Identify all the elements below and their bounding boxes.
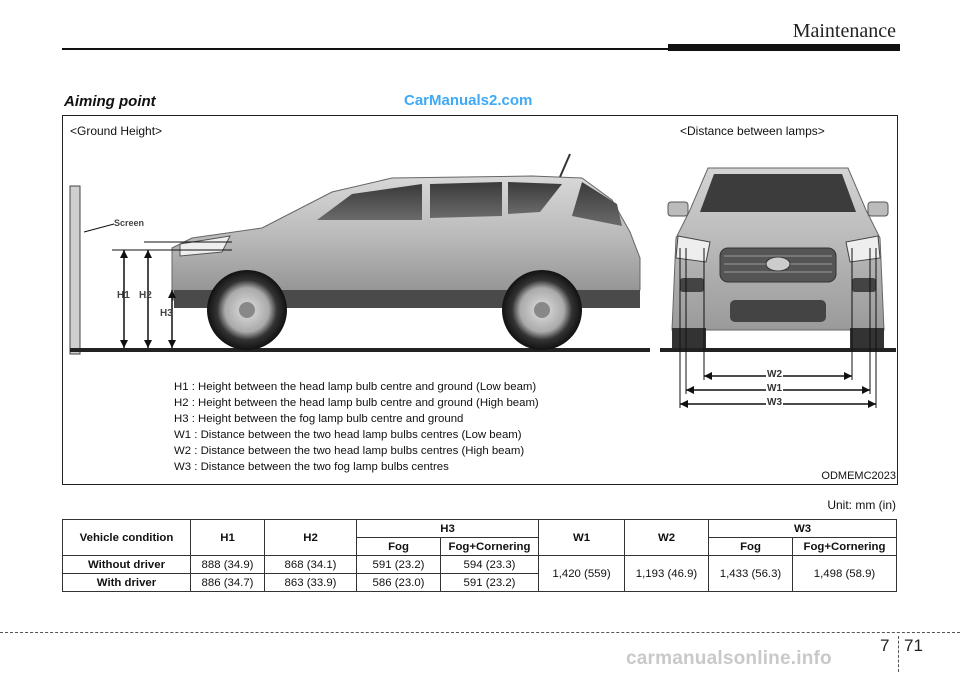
watermark-top[interactable]: CarManuals2.com: [404, 92, 533, 109]
unit-label: Unit: mm (in): [827, 498, 896, 512]
legend-w3: W3 : Distance between the two fog lamp bulbs centres: [174, 461, 449, 473]
page-separator: [898, 636, 900, 672]
header-w3-fog: Fog: [709, 538, 793, 556]
chapter-number: 7: [880, 636, 890, 655]
h1-label: H1: [117, 290, 130, 301]
legend-h3: H3 : Height between the fog lamp bulb centre and ground: [174, 413, 464, 425]
ground-line: [70, 348, 650, 352]
legend: [174, 379, 539, 475]
w3-label: W3: [767, 397, 782, 408]
header-vehicle-condition: Vehicle condition: [63, 520, 191, 556]
header-w3: W3: [709, 520, 897, 538]
footer-divider: [0, 632, 960, 633]
w2-label: W2: [767, 369, 782, 380]
cell-h3-fog: 586 (23.0): [357, 574, 441, 592]
cell-h2: 868 (34.1): [265, 556, 357, 574]
header-h3-fog: Fog: [357, 538, 441, 556]
screen-wall: [70, 186, 80, 354]
header-h2: H2: [265, 520, 357, 556]
cell-w1: 1,420 (559): [539, 556, 625, 592]
page-number: 71: [904, 636, 923, 655]
header-rule-thin: [62, 48, 668, 50]
header-h3-fog-cornering: Fog+Cornering: [441, 538, 539, 556]
header-w2: W2: [625, 520, 709, 556]
side-view-illustration: [62, 140, 662, 380]
w1-label: W1: [767, 383, 782, 394]
aiming-spec-table: [62, 519, 897, 592]
header-w1: W1: [539, 520, 625, 556]
cell-w3-fog-cornering: 1,498 (58.9): [793, 556, 897, 592]
h3-label: H3: [160, 308, 173, 319]
screen-label: Screen: [114, 218, 145, 228]
header-h3: H3: [357, 520, 539, 538]
figure-code: ODMEMC2023: [821, 470, 896, 482]
cell-h3-fog-cornering: 591 (23.2): [441, 574, 539, 592]
footer-watermark[interactable]: carmanualsonline.info: [626, 648, 832, 669]
legend-w2: W2 : Distance between the two head lamp bulbs centres (High beam): [174, 445, 525, 457]
cell-h3-fog: 591 (23.2): [357, 556, 441, 574]
table-row: [63, 556, 897, 574]
cell-w2: 1,193 (46.9): [625, 556, 709, 592]
header-title: Maintenance: [792, 20, 896, 42]
cell-h3-fog-cornering: 594 (23.3): [441, 556, 539, 574]
cell-h1: 886 (34.7): [191, 574, 265, 592]
header-w3-fog-cornering: Fog+Cornering: [793, 538, 897, 556]
legend-h2: H2 : Height between the head lamp bulb centre and ground (High beam): [174, 397, 539, 409]
legend-w1: W1 : Distance between the two head lamp bulbs centres (Low beam): [174, 429, 522, 441]
section-title: Aiming point: [64, 93, 156, 110]
header-rule-thick: [668, 44, 900, 51]
ground-height-label: <Ground Height>: [70, 124, 163, 138]
header-h1: H1: [191, 520, 265, 556]
cell-w3-fog: 1,433 (56.3): [709, 556, 793, 592]
cell-h1: 888 (34.9): [191, 556, 265, 574]
h2-label: H2: [139, 290, 152, 301]
legend-h1: H1 : Height between the head lamp bulb centre and ground (Low beam): [174, 381, 537, 393]
row-condition: With driver: [63, 574, 191, 592]
cell-h2: 863 (33.9): [265, 574, 357, 592]
distance-label: <Distance between lamps>: [680, 124, 825, 138]
row-condition: Without driver: [63, 556, 191, 574]
